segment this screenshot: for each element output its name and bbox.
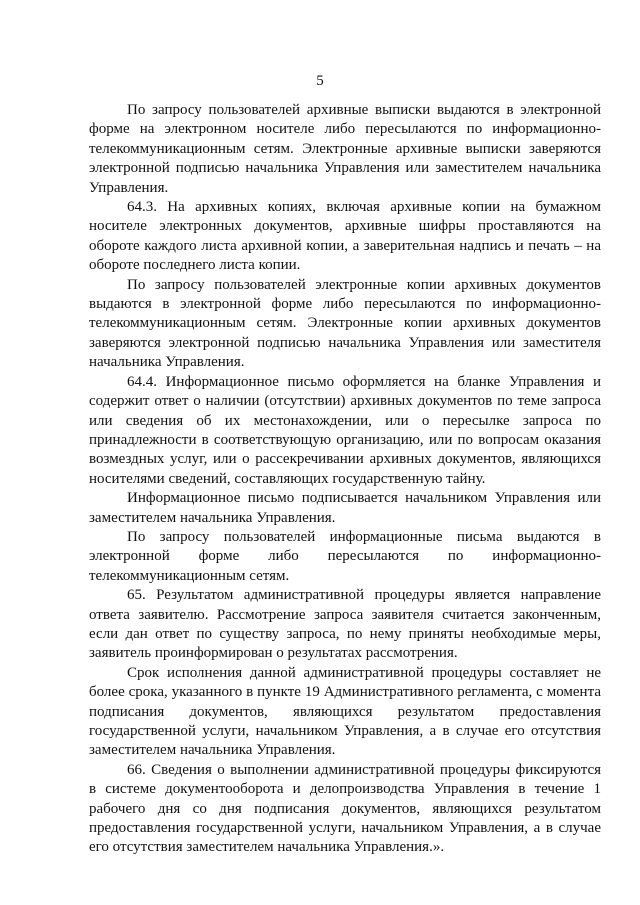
document-body: [89, 101, 601, 858]
paragraph-execution-term: Срок исполнения данной административной процедуры составляет не более срока, указанного в пункте 19 Административного регламента, с момента подписания документов, являющихся результатом предоставления государственной услуги, начальником Управления, а в случае его отсутствия заместителем начальника Управления.: [89, 664, 601, 759]
paragraph-electronic-copies: По запросу пользователей электронные копии архивных документов выдаются в электронной форме либо пересылаются по информационно-телекоммуникационным сетям. Электронные копии архивных документов заверяются электронной подписью начальника Управления или заместителя начальника Управления.: [89, 276, 601, 371]
paragraph-letter-signing: Информационное письмо подписывается начальником Управления или заместителем начальника Управления.: [89, 490, 601, 526]
paragraph-64-4-information-letter: 64.4. Информационное письмо оформляется на бланке Управления и содержит ответ о наличии (отсутствии) архивных документов по теме запроса или сведения об их местонахождении, или о пересылке запроса по принадлежности в соответствующую организацию, или по вопросам оказания возмездных услуг, или о рассекречивании архивных документов, являющихся носителями сведений, составляющих государственную тайну.: [89, 373, 601, 487]
page-number: 5: [316, 73, 324, 89]
paragraph-66-recording: 66. Сведения о выполнении административной процедуры фиксируются в системе документооборота и делопроизводства Управления в течение 1 рабочего дня со дня подписания документов, являющихся результатом предоставления государственной услуги, начальником Управления, а в случае его отсутствия заместителем начальника Управления.».: [89, 761, 601, 856]
paragraph-65-result: 65. Результатом административной процедуры является направление ответа заявителю. Рассмотрение запроса заявителя считается законченным, если дан ответ по существу запроса, по нему приняты необходимые меры, заявитель проинформирован о результатах рассмотрения.: [89, 587, 601, 662]
paragraph-archive-extracts-electronic: По запросу пользователей архивные выписки выдаются в электронной форме на электронном носителе либо пересылаются по информационно-телекоммуникационным сетям. Электронные архивные выписки заверяются электронной подписью начальника Управления или заместителем начальника Управления.: [89, 102, 601, 196]
paragraph-64-3-archive-copies: 64.3. На архивных копиях, включая архивные копии на бумажном носителе электронных документов, архивные шифры проставляются на обороте каждого листа архивной копии, а заверительная надпись и печать – на обороте последнего листа копии.: [89, 199, 601, 274]
paragraph-letters-electronic: По запросу пользователей информационные письма выдаются в электронной форме либо пересылаются по информационно-телекоммуникационным сетям.: [89, 528, 601, 584]
